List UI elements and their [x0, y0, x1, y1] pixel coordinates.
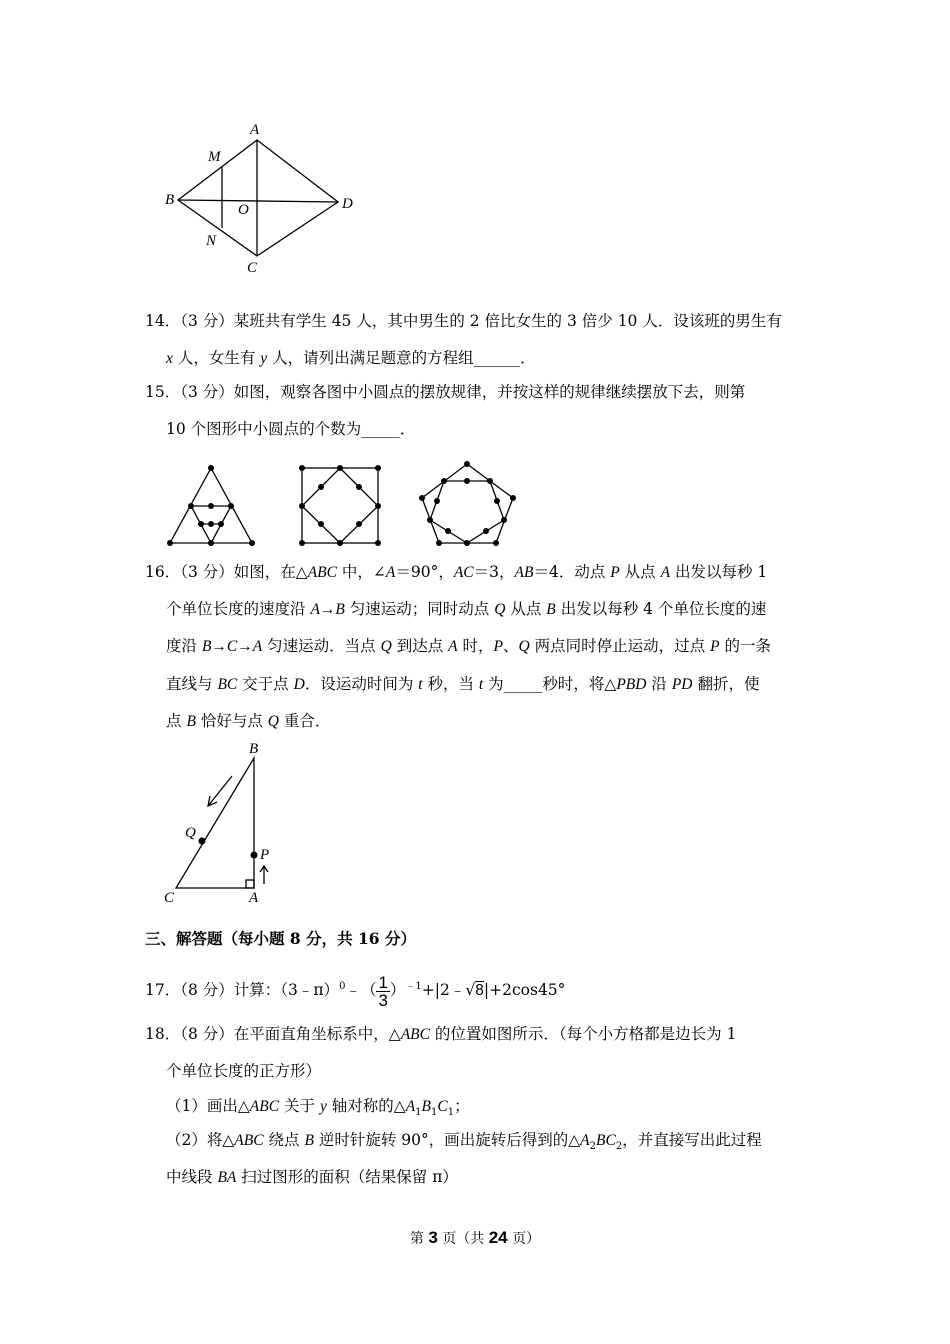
fig16-label-b: B — [249, 741, 259, 757]
q15-line2: 10 个图形中小圆点的个数为_____． — [166, 420, 416, 438]
fig16-label-c: C — [164, 890, 175, 906]
fraction-one-third: $\frac{1}{3}$ — [378, 972, 388, 1010]
q16-line5: 点 B 恰好与点 Q 重合． — [166, 712, 331, 730]
q18-line3: （1）画出△ABC 关于 y 轴对称的$\triangle A_1B_1C_1$； — [166, 1097, 470, 1119]
dot-pattern-figures — [160, 460, 540, 555]
square-inner — [302, 468, 378, 543]
q14-line1: 14．（3 分）某班共有学生 45 人，其中男生的 2 倍比女生的 3 倍少 10 人．设该班的男生有 — [145, 312, 782, 330]
fig16-label-a: A — [249, 890, 259, 906]
q18-line1: 18．（8 分）在平面直角坐标系中，△ABC 的位置如图所示．（每个小方格都是边长为 1 — [145, 1025, 737, 1043]
q17-line: 17．（8 分）计算：（3﹣π）$^0$﹣（ $\frac{1}{3}$ ）$^{﹣1}$+|2﹣√8|+2cos45° — [145, 972, 566, 1010]
square-outline — [302, 468, 378, 543]
fig16-label-p: P — [260, 847, 270, 863]
q15-line1: 15．（3 分）如图，观察各图中小圆点的摆放规律，并按这样的规律继续摆放下去，则第 — [145, 383, 746, 401]
q14-line2: x 人，女生有 y 人，请列出满足题意的方程组______． — [166, 349, 536, 367]
label-c: C — [247, 260, 258, 276]
rhombus-figure — [160, 118, 360, 278]
fig16-label-q: Q — [185, 825, 196, 841]
point-q — [199, 838, 206, 845]
q16-line4: 直线与 BC 交于点 D．设运动时间为 t 秒，当 t 为_____秒时，将△PBD 沿 PD 翻折，使 — [166, 675, 760, 693]
q16-line3: 度沿 B→C→A 匀速运动．当点 Q 到达点 A 时，P、Q 两点同时停止运动，过点 P 的一条 — [166, 637, 771, 655]
pentagon-inner — [430, 481, 504, 543]
q18-line4: （2）将△ABC 绕点 B 逆时针旋转 90°，画出旋转后得到的$\triangle A_2BC_2$，并直接写出此过程 — [166, 1131, 762, 1153]
q16-line1: 16．（3 分）如图，在△ABC 中，∠A＝90°，AC＝3，AB＝4．动点 P 从点 A 出发以每秒 1 — [145, 563, 768, 581]
page-number: 3 — [428, 1228, 438, 1247]
page-footer: 第 3 页（共 24 页） — [409, 1228, 541, 1247]
right-angle-mark — [246, 880, 254, 888]
q18-line5: 中线段 BA 扫过图形的面积（结果保留 π） — [166, 1168, 458, 1186]
section-3-title: 三、解答题（每小题 8 分，共 16 分） — [145, 929, 416, 948]
label-d: D — [342, 196, 353, 212]
label-m: M — [208, 149, 221, 165]
label-n: N — [206, 233, 217, 249]
diagonal-bd — [178, 200, 338, 202]
q16-line2: 个单位长度的速度沿 A→B 匀速运动；同时动点 Q 从点 B 出发以每秒 4 个单位长度的速 — [166, 600, 767, 618]
right-triangle-figure — [160, 738, 290, 908]
total-pages: 24 — [488, 1228, 508, 1247]
rhombus-outline — [178, 140, 338, 256]
point-p — [251, 852, 258, 859]
triangle-abc — [176, 758, 254, 888]
label-o: O — [238, 202, 249, 218]
label-b: B — [165, 192, 175, 208]
dots — [167, 461, 516, 546]
label-a: A — [250, 122, 260, 138]
q18-line2: 个单位长度的正方形） — [166, 1062, 322, 1080]
